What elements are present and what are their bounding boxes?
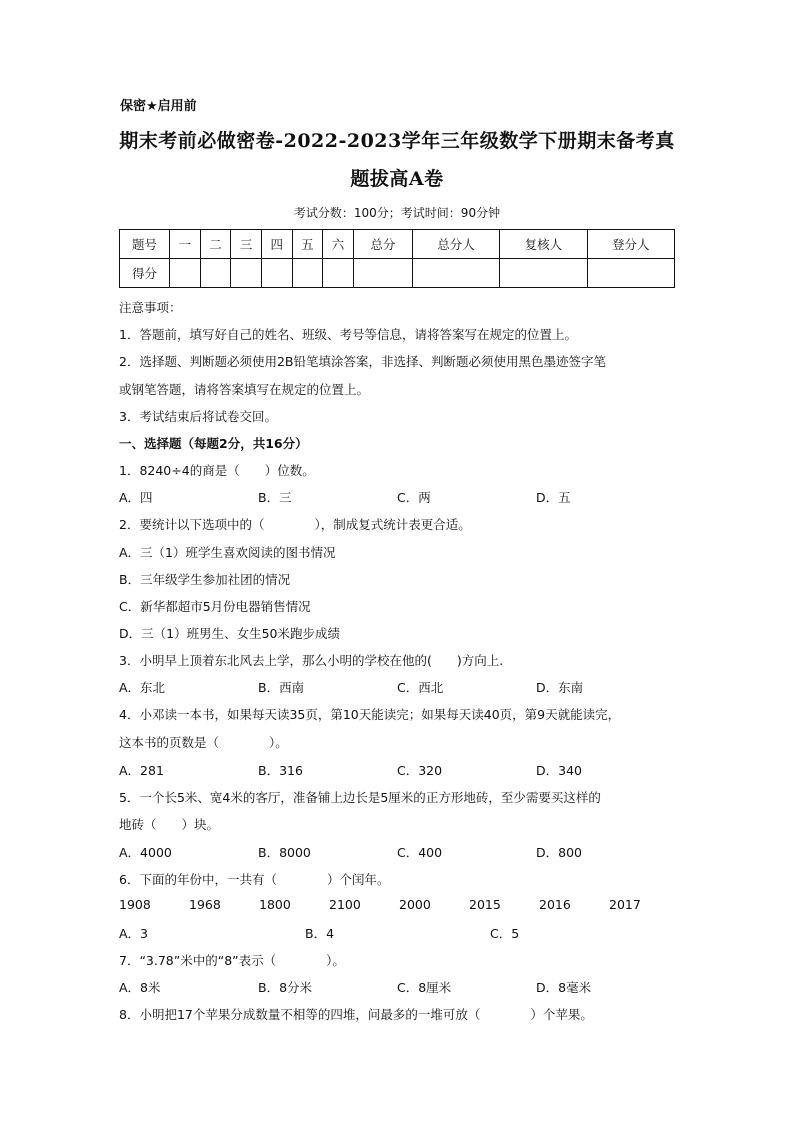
score-header-cell: 总分人 [412, 230, 499, 259]
option-b: B．西南 [258, 680, 305, 695]
note-item-3: 3．考试结束后将试卷交回。 [119, 409, 277, 424]
option-b: B．8000 [258, 845, 311, 860]
year-value: 2100 [329, 897, 361, 912]
question-stem-cont: 这本书的页数是（ ）。 [119, 735, 288, 750]
score-header-cell: 总分 [353, 230, 412, 259]
question-stem: 8．小明把17个苹果分成数量不相等的四堆，问最多的一堆可放（ ）个苹果。 [119, 1007, 593, 1022]
score-header-cell: 题号 [120, 230, 170, 259]
score-cell [231, 259, 262, 288]
option-d: D．五 [536, 490, 571, 505]
option-c: C．两 [397, 490, 431, 505]
exam-title-line2: 题拔高A卷 [350, 168, 444, 190]
year-value: 1800 [259, 897, 291, 912]
option-a: A．四 [119, 490, 153, 505]
option-a: A．8米 [119, 980, 161, 995]
year-value: 2000 [399, 897, 431, 912]
option-a: A．4000 [119, 845, 172, 860]
question-stem: 6．下面的年份中，一共有（ ）个闰年。 [119, 872, 390, 887]
score-header-cell: 四 [261, 230, 292, 259]
question-stem-cont: 地砖（ ）块。 [119, 817, 220, 832]
note-item-2-line2: 或钢笔答题，请将答案填写在规定的位置上。 [119, 382, 370, 397]
score-header-cell: 一 [170, 230, 201, 259]
section-heading: 一、选择题（每题2分，共16分） [119, 436, 308, 451]
option-b: B．8分米 [258, 980, 313, 995]
option-a: A．东北 [119, 680, 166, 695]
question-stem: 1．8240÷4的商是（ ）位数。 [119, 463, 315, 478]
year-value: 2016 [539, 897, 571, 912]
exam-info: 考试分数：100分；考试时间：90分钟 [293, 206, 501, 220]
score-header-cell: 五 [292, 230, 323, 259]
score-header-cell: 三 [231, 230, 262, 259]
score-cell [170, 259, 201, 288]
score-header-cell: 六 [323, 230, 354, 259]
score-cell [323, 259, 354, 288]
year-value: 1908 [119, 897, 151, 912]
question-stem: 5．一个长5米、宽4米的客厅，准备铺上边长是5厘米的正方形地砖，至少需要买这样的 [119, 790, 601, 805]
year-value: 2015 [469, 897, 501, 912]
option-d: D．三（1）班男生、女生50米跑步成绩 [119, 626, 340, 641]
score-table [119, 229, 675, 288]
score-cell [292, 259, 323, 288]
option-c: C．新华都超市5月份电器销售情况 [119, 599, 311, 614]
option-b: B．三 [258, 490, 292, 505]
option-b: B．4 [305, 926, 335, 941]
year-value: 1968 [189, 897, 221, 912]
option-d: D．800 [536, 845, 582, 860]
option-c: C．5 [490, 926, 520, 941]
option-d: D．340 [536, 763, 582, 778]
score-header-cell: 复核人 [500, 230, 587, 259]
option-b: B．316 [258, 763, 303, 778]
option-c: C．320 [397, 763, 443, 778]
option-c: C．400 [397, 845, 443, 860]
score-cell [587, 259, 674, 288]
secret-label: 保密★启用前 [120, 99, 197, 114]
option-b: B．三年级学生参加社团的情况 [119, 572, 291, 587]
option-c: C．西北 [397, 680, 444, 695]
score-header-cell: 登分人 [587, 230, 674, 259]
score-cell [200, 259, 231, 288]
score-table-header-row [120, 230, 675, 259]
option-d: D．东南 [536, 680, 584, 695]
option-a: A．281 [119, 763, 164, 778]
notes-title: 注意事项： [119, 300, 182, 315]
option-c: C．8厘米 [397, 980, 452, 995]
question-stem: 7．“3.78”米中的“8”表示（ ）。 [119, 953, 345, 968]
score-cell [500, 259, 587, 288]
exam-title-line1: 期末考前必做密卷-2022-2023学年三年级数学下册期末备考真 [119, 130, 675, 152]
question-stem: 2．要统计以下选项中的（ ），制成复式统计表更合适。 [119, 517, 471, 532]
option-a: A．三（1）班学生喜欢阅读的图书情况 [119, 545, 336, 560]
score-cell [353, 259, 412, 288]
note-item-2-line1: 2．选择题、判断题必须使用2B铅笔填涂答案，非选择、判断题必须使用黑色墨迹签字笔 [119, 354, 606, 369]
option-a: A．3 [119, 926, 149, 941]
year-value: 2017 [609, 897, 641, 912]
question-stem: 4．小邓读一本书，如果每天读35页，第10天能读完；如果每天读40页，第9天就能读完， [119, 707, 621, 722]
option-d: D．8毫米 [536, 980, 592, 995]
score-table-score-row [120, 259, 675, 288]
score-row-label: 得分 [120, 259, 170, 288]
question-stem: 3．小明早上顶着东北风去上学，那么小明的学校在他的( )方向上. [119, 653, 504, 668]
note-item-1: 1．答题前，填写好自己的姓名、班级、考号等信息，请将答案写在规定的位置上。 [119, 327, 577, 342]
score-cell [261, 259, 292, 288]
score-cell [412, 259, 499, 288]
score-header-cell: 二 [200, 230, 231, 259]
